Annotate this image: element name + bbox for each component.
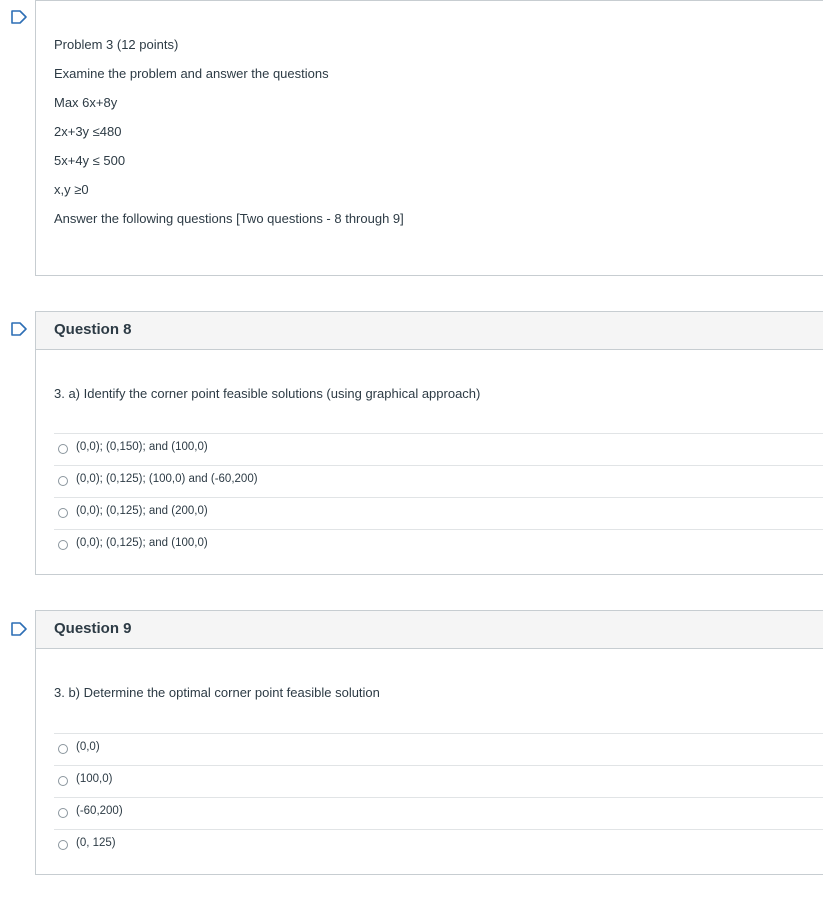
question-9-answers: [54, 733, 823, 861]
answer-option[interactable]: [54, 433, 823, 465]
answer-option[interactable]: [54, 465, 823, 497]
questions-note: Answer the following questions [Two questions - 8 through 9]: [54, 211, 404, 226]
answer-label[interactable]: (0,0); (0,125); and (200,0): [76, 505, 208, 517]
flag-question-8-icon[interactable]: [10, 322, 28, 336]
constraint-2: 5x+4y ≤ 500: [54, 153, 126, 168]
problem-title: Problem 3 (12 points): [54, 37, 179, 52]
radio-button-icon[interactable]: [58, 840, 68, 850]
answer-label[interactable]: (0,0); (0,125); (100,0) and (-60,200): [76, 473, 258, 485]
radio-button-icon[interactable]: [58, 808, 68, 818]
answer-option[interactable]: [54, 733, 823, 765]
radio-button-icon[interactable]: [58, 744, 68, 754]
flag-question-icon[interactable]: [10, 10, 28, 24]
question-8-header: [36, 312, 823, 350]
constraint-1: 2x+3y ≤480: [54, 124, 122, 139]
answer-option[interactable]: [54, 765, 823, 797]
answer-label[interactable]: (0, 125): [76, 837, 116, 849]
answer-label[interactable]: (100,0): [76, 773, 113, 785]
question-8-text: 3. a) Identify the corner point feasible solutions (using graphical approach): [54, 386, 481, 401]
answer-option[interactable]: [54, 829, 823, 861]
question-9-title: Question 9: [54, 620, 132, 637]
question-9-header: [36, 611, 823, 649]
problem-instruction: Examine the problem and answer the questions: [54, 66, 329, 81]
answer-option[interactable]: [54, 497, 823, 529]
answer-option[interactable]: [54, 797, 823, 829]
objective-function: Max 6x+8y: [54, 95, 118, 110]
radio-button-icon[interactable]: [58, 508, 68, 518]
radio-button-icon[interactable]: [58, 476, 68, 486]
radio-button-icon[interactable]: [58, 540, 68, 550]
radio-button-icon[interactable]: [58, 444, 68, 454]
answer-option[interactable]: [54, 529, 823, 561]
question-9-text: 3. b) Determine the optimal corner point feasible solution: [54, 685, 380, 700]
answer-label[interactable]: (0,0); (0,150); and (100,0): [76, 441, 208, 453]
problem-intro-panel: [35, 0, 823, 276]
question-8-answers: [54, 433, 823, 561]
question-9-panel: [35, 610, 823, 875]
answer-label[interactable]: (0,0): [76, 741, 100, 753]
radio-button-icon[interactable]: [58, 776, 68, 786]
non-negativity-constraint: x,y ≥0: [54, 182, 89, 197]
question-8-title: Question 8: [54, 321, 132, 338]
question-8-panel: [35, 311, 823, 575]
answer-label[interactable]: (0,0); (0,125); and (100,0): [76, 537, 208, 549]
flag-question-9-icon[interactable]: [10, 622, 28, 636]
answer-label[interactable]: (-60,200): [76, 805, 123, 817]
